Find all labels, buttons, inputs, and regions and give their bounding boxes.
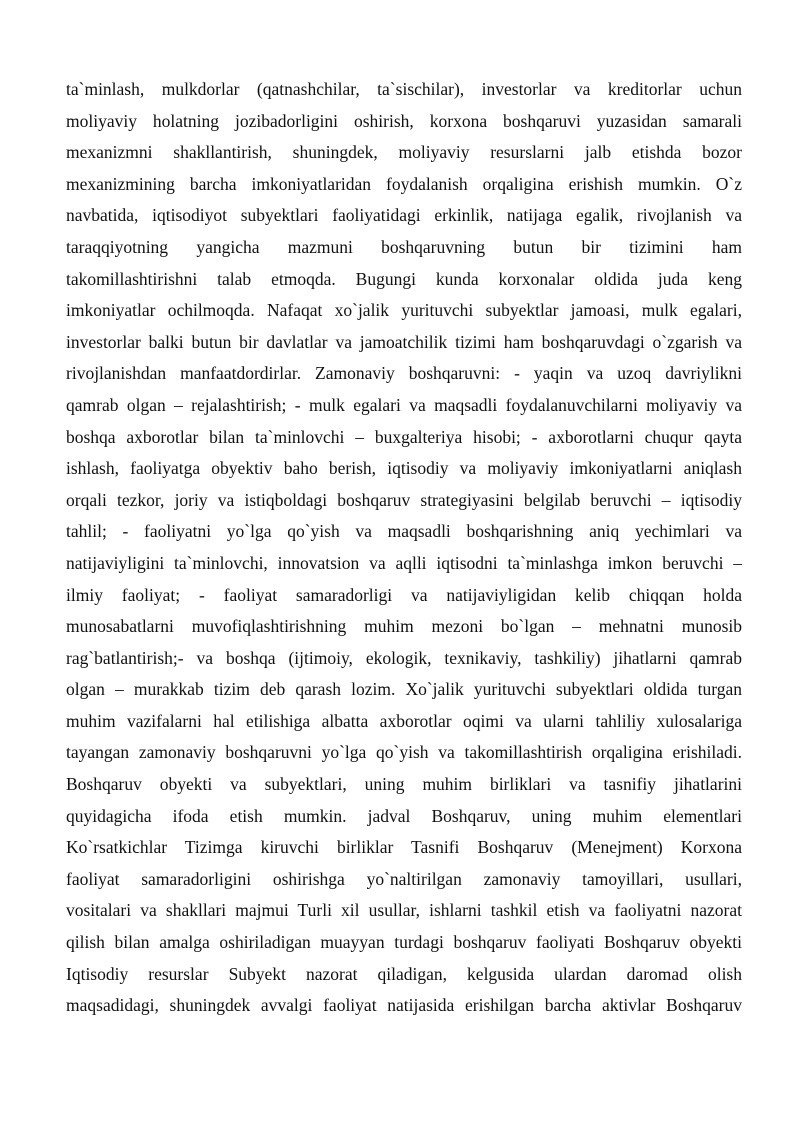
text-line: rivojlanishdan manfaatdordirlar. Zamonaviy boshqaruvni: - yaqin va uzoq davriylikni [66, 363, 742, 384]
text-line: ishlash, faoliyatga obyektiv baho berish, iqtisodiy va moliyaviy imkoniyatlarni aniqlash [66, 458, 742, 479]
text-line: munosabatlarni muvofiqlashtirishning muhim mezoni bo`lgan – mehnatni munosib [66, 616, 742, 637]
text-line: Iqtisodiy resurslar Subyekt nazorat qiladigan, kelgusida ulardan daromad olish [66, 963, 742, 984]
text-line: vositalari va shakllari majmui Turli xil usullar, ishlarni tashkil etish va faoliyatni nazorat [66, 900, 742, 921]
text-line: boshqa axborotlar bilan ta`minlovchi – buxgalteriya hisobi; - axborotlarni chuqur qayta [66, 426, 742, 447]
text-line: olgan – murakkab tizim deb qarash lozim. Xo`jalik yurituvchi subyektlari oldida turgan [66, 679, 742, 700]
text-line: navbatida, iqtisodiyot subyektlari faoliyatidagi erkinlik, natijaga egalik, rivojlanish va [66, 205, 742, 226]
text-line: imkoniyatlar ochilmoqda. Nafaqat xo`jalik yurituvchi subyektlar jamoasi, mulk egalari, [66, 300, 742, 321]
text-line: Ko`rsatkichlar Tizimga kiruvchi birliklar Tasnifi Boshqaruv (Menejment) Korxona [66, 837, 742, 858]
text-line: mexanizmni shakllantirish, shuningdek, moliyaviy resurslarni jalb etishda bozor [66, 142, 742, 163]
text-line: muhim vazifalarni hal etilishiga albatta axborotlar oqimi va ularni tahliliy xulosalariga [66, 710, 742, 731]
text-line: Boshqaruv obyekti va subyektlari, uning muhim birliklari va tasnifiy jihatlarini [66, 774, 742, 795]
body-paragraph [66, 74, 742, 1022]
text-line: orqali tezkor, joriy va istiqboldagi boshqaruv strategiyasini belgilab beruvchi – iqtisodiy [66, 489, 742, 510]
text-line: qilish bilan amalga oshiriladigan muayyan turdagi boshqaruv faoliyati Boshqaruv obyekti [66, 932, 742, 953]
text-line: takomillashtirishni talab etmoqda. Bugungi kunda korxonalar oldida juda keng [66, 268, 742, 289]
text-line: natijaviyligini ta`minlovchi, innovatsion va aqlli iqtisodni ta`minlashga imkon beruvchi – [66, 552, 742, 573]
text-line: quyidagicha ifoda etish mumkin. jadval Boshqaruv, uning muhim elementlari [66, 805, 742, 826]
text-line: ta`minlash, mulkdorlar (qatnashchilar, ta`sischilar), investorlar va kreditorlar uchun [66, 79, 742, 99]
text-line: rag`batlantirish;- va boshqa (ijtimoiy, ekologik, texnikaviy, tashkiliy) jihatlarni qamrab [66, 647, 742, 668]
text-line: tayangan zamonaviy boshqaruvni yo`lga qo`yish va takomillashtirish orqaligina erishiladi. [66, 742, 742, 763]
text-line: investorlar balki butun bir davlatlar va jamoatchilik tizimi ham boshqaruvdagi o`zgarish va [66, 331, 742, 352]
text-line: taraqqiyotning yangicha mazmuni boshqaruvning butun bir tizimini ham [66, 236, 742, 257]
text-line: faoliyat samaradorligini oshirishga yo`naltirilgan zamonaviy tamoyillari, usullari, [66, 868, 742, 889]
text-line: qamrab olgan – rejalashtirish; - mulk egalari va maqsadli foydalanuvchilarni moliyaviy va [66, 394, 742, 415]
text-line: moliyaviy holatning jozibadorligini oshirish, korxona boshqaruvi yuzasidan samarali [66, 110, 742, 131]
text-line: mexanizmining barcha imkoniyatlaridan foydalanish orqaligina erishish mumkin. O`z [66, 173, 742, 194]
text-line: ilmiy faoliyat; - faoliyat samaradorligi va natijaviyligidan kelib chiqqan holda [66, 584, 742, 605]
text-line: tahlil; - faoliyatni yo`lga qo`yish va maqsadli boshqarishning aniq yechimlari va [66, 521, 742, 542]
text-line: maqsadidagi, shuningdek avvalgi faoliyat natijasida erishilgan barcha aktivlar Boshqaruv [66, 995, 742, 1016]
